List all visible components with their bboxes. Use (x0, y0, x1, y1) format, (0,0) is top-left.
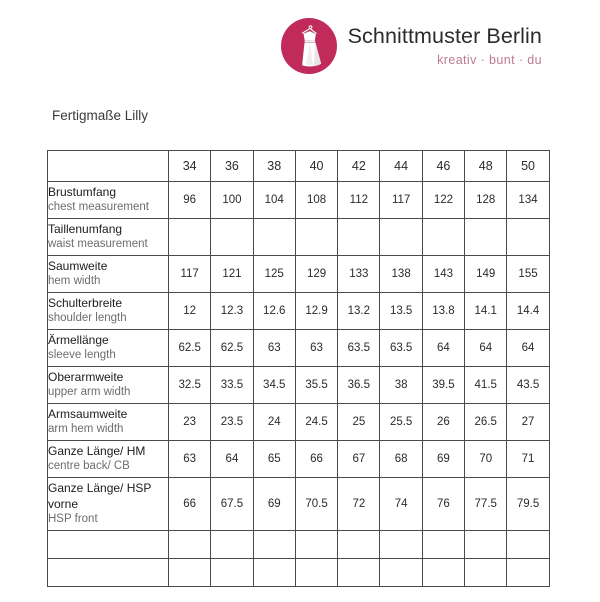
cell (295, 219, 337, 256)
cell: 63.5 (380, 330, 422, 367)
measurements-table (47, 150, 550, 587)
cell: 72 (338, 478, 380, 531)
cell: 67 (338, 441, 380, 478)
cell: 24.5 (295, 404, 337, 441)
brand-tagline: kreativ · bunt · du (437, 52, 542, 67)
cell: 39.5 (422, 367, 464, 404)
size-header-34: 34 (169, 151, 211, 182)
row-label-de: Brustumfang (48, 184, 117, 199)
cell: 24 (253, 404, 295, 441)
cell: 43.5 (507, 367, 549, 404)
cell: 63 (295, 330, 337, 367)
size-header-46: 46 (422, 151, 464, 182)
row-label-de: Schulterbreite (48, 295, 123, 310)
table-header (48, 151, 550, 182)
cell: 76 (422, 478, 464, 531)
cell: 23 (169, 404, 211, 441)
row-label-en: waist measurement (48, 238, 148, 251)
cell: 63 (253, 330, 295, 367)
dress-icon (281, 18, 337, 74)
row-label-en: chest measurement (48, 201, 149, 214)
cell: 12.9 (295, 293, 337, 330)
row-label-oberarmweite (48, 367, 169, 404)
brand-name: Schnittmuster Berlin (347, 24, 542, 48)
cell (211, 531, 253, 559)
row-label-de: Taillenumfang (48, 221, 123, 236)
cell: 67.5 (211, 478, 253, 531)
cell: 12 (169, 293, 211, 330)
cell: 25.5 (380, 404, 422, 441)
cell: 25 (338, 404, 380, 441)
table-row (48, 559, 550, 587)
cell: 70 (465, 441, 507, 478)
cell: 133 (338, 256, 380, 293)
table-row (48, 293, 550, 330)
cell (211, 219, 253, 256)
cell: 14.1 (465, 293, 507, 330)
table-row (48, 219, 550, 256)
cell: 63.5 (338, 330, 380, 367)
cell: 23.5 (211, 404, 253, 441)
row-label-en: sleeve length (48, 349, 116, 362)
cell (507, 559, 549, 587)
row-label-en: HSP front (48, 513, 98, 525)
cell: 77.5 (465, 478, 507, 531)
cell: 104 (253, 182, 295, 219)
table-row (48, 182, 550, 219)
size-header-36: 36 (211, 151, 253, 182)
row-label-en: upper arm width (48, 386, 131, 399)
size-header-48: 48 (465, 151, 507, 182)
cell: 12.6 (253, 293, 295, 330)
row-label-empty (48, 559, 169, 587)
cell: 69 (422, 441, 464, 478)
size-header-40: 40 (295, 151, 337, 182)
cell (338, 559, 380, 587)
cell (422, 559, 464, 587)
table-row (48, 478, 550, 531)
cell: 13.2 (338, 293, 380, 330)
cell (253, 559, 295, 587)
cell (465, 559, 507, 587)
cell: 14.4 (507, 293, 549, 330)
cell: 125 (253, 256, 295, 293)
row-label-schulterbreite (48, 293, 169, 330)
cell (422, 531, 464, 559)
row-label-taillenumfang (48, 219, 169, 256)
table-corner-cell (48, 151, 169, 182)
cell (169, 219, 211, 256)
cell: 108 (295, 182, 337, 219)
cell: 26 (422, 404, 464, 441)
cell: 129 (295, 256, 337, 293)
cell (507, 531, 549, 559)
cell: 128 (465, 182, 507, 219)
cell: 70.5 (295, 478, 337, 531)
cell (465, 219, 507, 256)
cell: 117 (380, 182, 422, 219)
row-label-de: Saumweite (48, 258, 108, 273)
table-row (48, 531, 550, 559)
row-label-ganze-laenge-hm (48, 441, 169, 478)
cell: 35.5 (295, 367, 337, 404)
row-label-aermellaenge (48, 330, 169, 367)
cell: 143 (422, 256, 464, 293)
table-row (48, 404, 550, 441)
cell (338, 219, 380, 256)
cell: 26.5 (465, 404, 507, 441)
cell (465, 531, 507, 559)
cell: 66 (169, 478, 211, 531)
cell (380, 219, 422, 256)
brand-header (281, 18, 542, 74)
cell (253, 531, 295, 559)
cell (338, 531, 380, 559)
row-label-en: shoulder length (48, 312, 127, 325)
size-header-44: 44 (380, 151, 422, 182)
cell: 41.5 (465, 367, 507, 404)
cell: 32.5 (169, 367, 211, 404)
cell: 100 (211, 182, 253, 219)
cell: 27 (507, 404, 549, 441)
row-label-armsaumweite (48, 404, 169, 441)
cell: 38 (380, 367, 422, 404)
size-header-42: 42 (338, 151, 380, 182)
cell: 62.5 (211, 330, 253, 367)
row-label-ganze-laenge-hsp-vorne (48, 478, 169, 531)
row-label-en: arm hem width (48, 423, 124, 436)
cell: 34.5 (253, 367, 295, 404)
cell: 74 (380, 478, 422, 531)
cell: 66 (295, 441, 337, 478)
table-row (48, 367, 550, 404)
cell (380, 559, 422, 587)
cell (211, 559, 253, 587)
row-label-en: hem width (48, 275, 101, 288)
row-label-de: Armsaumweite (48, 406, 128, 421)
cell (169, 559, 211, 587)
cell: 33.5 (211, 367, 253, 404)
brand-lockup (348, 26, 542, 66)
row-label-de: Ganze Länge/ HSP vorne (48, 481, 152, 511)
size-header-38: 38 (253, 151, 295, 182)
cell (380, 531, 422, 559)
cell: 62.5 (169, 330, 211, 367)
cell: 13.5 (380, 293, 422, 330)
table-row (48, 256, 550, 293)
cell: 96 (169, 182, 211, 219)
cell (295, 559, 337, 587)
cell: 79.5 (507, 478, 549, 531)
cell (422, 219, 464, 256)
cell: 134 (507, 182, 549, 219)
row-label-de: Oberarmweite (48, 369, 124, 384)
cell: 117 (169, 256, 211, 293)
cell: 138 (380, 256, 422, 293)
cell: 69 (253, 478, 295, 531)
cell (169, 531, 211, 559)
cell: 68 (380, 441, 422, 478)
cell: 64 (507, 330, 549, 367)
cell (295, 531, 337, 559)
cell: 71 (507, 441, 549, 478)
size-header-50: 50 (507, 151, 549, 182)
row-label-de: Ganze Länge/ HM (48, 443, 146, 458)
cell: 13.8 (422, 293, 464, 330)
cell: 36.5 (338, 367, 380, 404)
row-label-en: centre back/ CB (48, 460, 130, 473)
row-label-brustumfang (48, 182, 169, 219)
row-label-empty (48, 531, 169, 559)
cell (253, 219, 295, 256)
table-row (48, 330, 550, 367)
measurements-table-wrap (47, 150, 549, 587)
cell: 12.3 (211, 293, 253, 330)
cell (507, 219, 549, 256)
cell: 64 (422, 330, 464, 367)
cell: 122 (422, 182, 464, 219)
cell: 64 (465, 330, 507, 367)
cell: 63 (169, 441, 211, 478)
cell: 155 (507, 256, 549, 293)
row-label-de: Ärmellänge (48, 332, 109, 347)
cell: 64 (211, 441, 253, 478)
cell: 149 (465, 256, 507, 293)
cell: 112 (338, 182, 380, 219)
page-title: Fertigmaße Lilly (52, 108, 149, 123)
table-body (48, 182, 550, 587)
cell: 121 (211, 256, 253, 293)
row-label-saumweite (48, 256, 169, 293)
cell: 65 (253, 441, 295, 478)
table-row (48, 441, 550, 478)
table-header-row (48, 151, 550, 182)
